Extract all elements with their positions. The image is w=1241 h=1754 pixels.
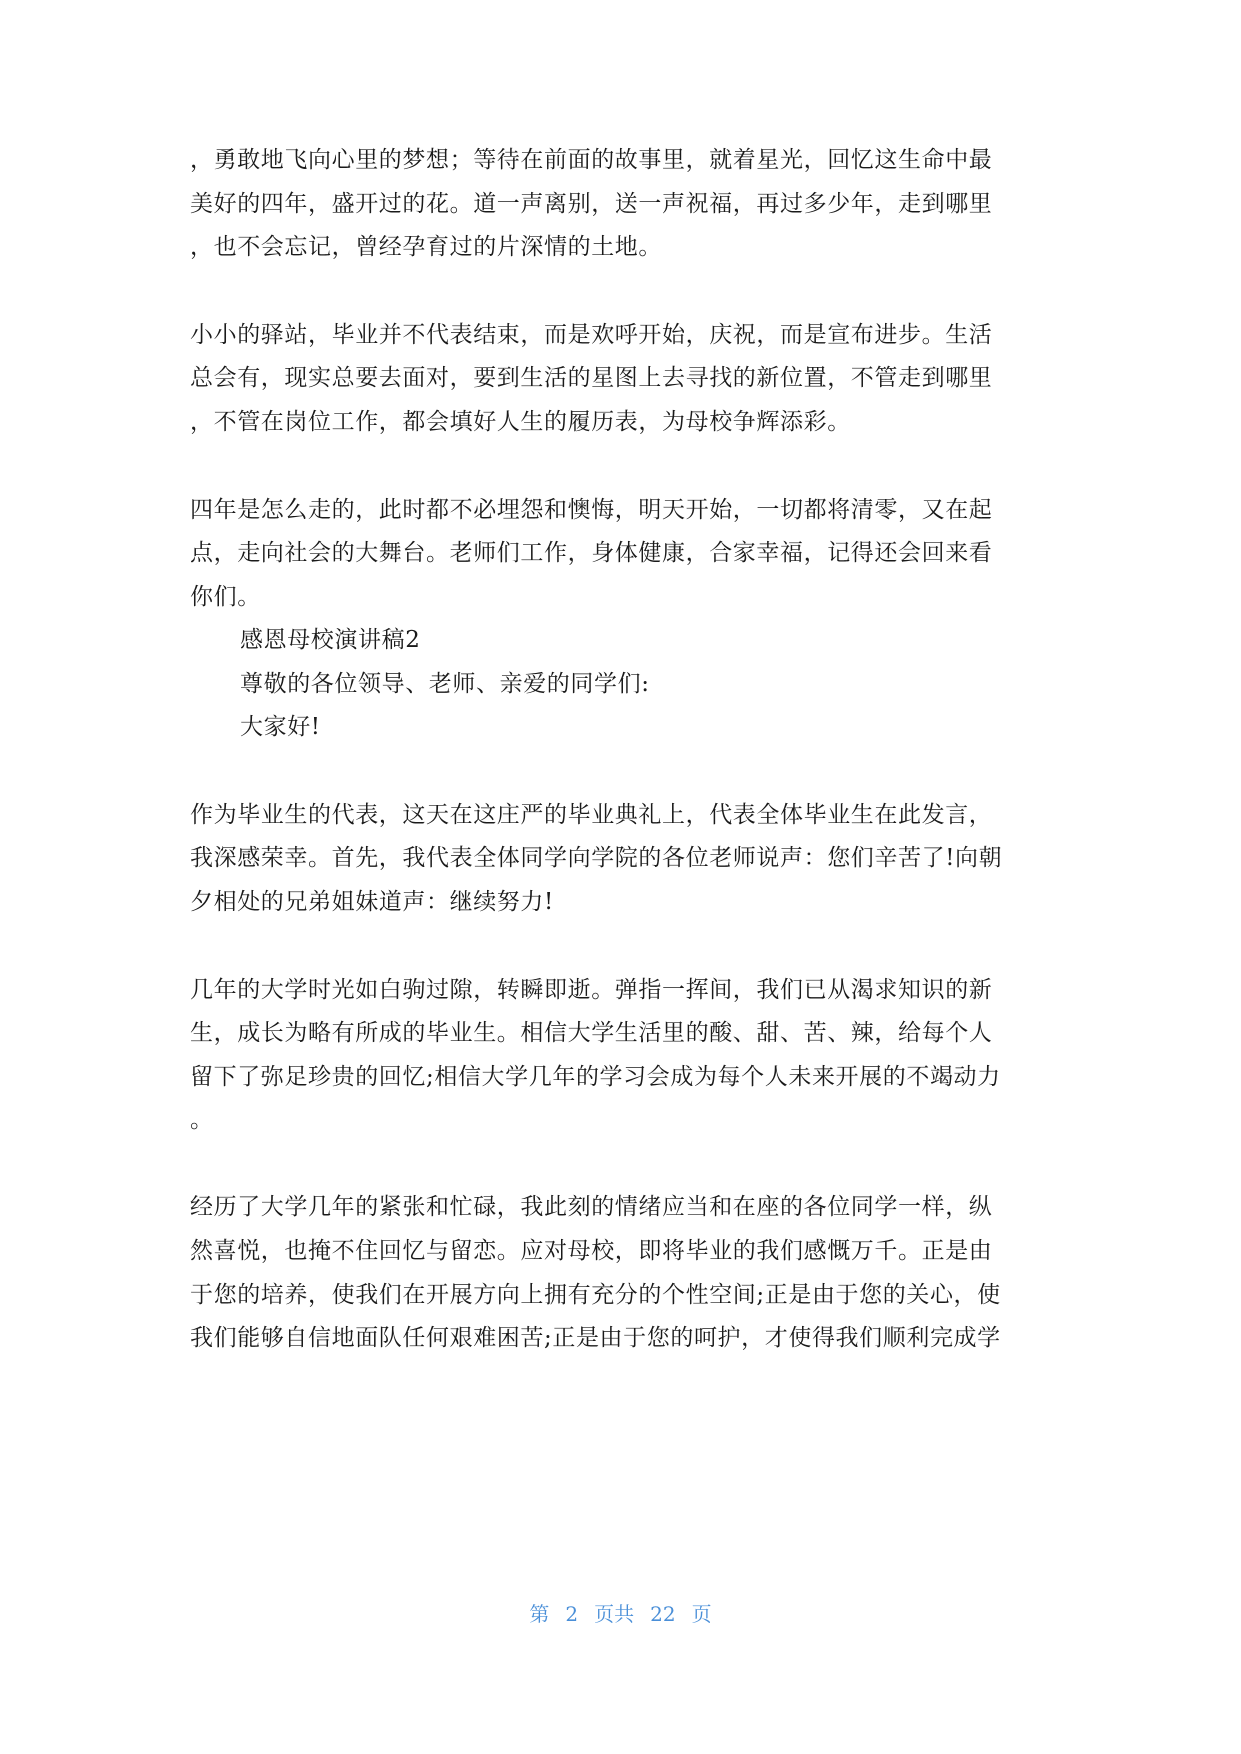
speech-title: 感恩母校演讲稿2 xyxy=(240,627,421,653)
paragraph-line: 夕相处的兄弟姐妹道声：继续努力! xyxy=(190,889,554,915)
paragraph-line: 几年的大学时光如白驹过隙，转瞬即逝。弹指一挥间，我们已从渴求知识的新 xyxy=(190,977,993,1003)
paragraph-line: 经历了大学几年的紧张和忙碌，我此刻的情绪应当和在座的各位同学一样，纵 xyxy=(190,1194,993,1220)
paragraph-line: 。 xyxy=(190,1107,214,1133)
greeting: 大家好! xyxy=(240,714,321,740)
paragraph-line: 我深感荣幸。首先，我代表全体同学向学院的各位老师说声：您们辛苦了!向朝 xyxy=(190,845,1003,871)
footer-suffix: 页 xyxy=(691,1602,712,1626)
footer-prefix: 第 xyxy=(529,1602,550,1626)
paragraph-line: ，勇敢地飞向心里的梦想；等待在前面的故事里，就着星光，回忆这生命中最 xyxy=(190,147,993,173)
paragraph-line: 小小的驿站，毕业并不代表结束，而是欢呼开始，庆祝，而是宣布进步。生活 xyxy=(190,322,993,348)
paragraph-line: 四年是怎么走的，此时都不必埋怨和懊悔，明天开始，一切都将清零，又在起 xyxy=(190,497,993,523)
page-footer xyxy=(0,1598,1241,1627)
paragraph-line: 生，成长为略有所成的毕业生。相信大学生活里的酸、甜、苦、辣，给每个人 xyxy=(190,1020,993,1046)
paragraph-line: 留下了弥足珍贵的回忆;相信大学几年的学习会成为每个人未来开展的不竭动力 xyxy=(190,1064,1001,1090)
paragraph-line: 你们。 xyxy=(190,584,261,610)
paragraph-line: 美好的四年，盛开过的花。道一声离别，送一声祝福，再过多少年，走到哪里 xyxy=(190,191,993,217)
paragraph-line: 我们能够自信地面队任何艰难困苦;正是由于您的呵护，才使得我们顺利完成学 xyxy=(190,1325,1001,1351)
paragraph-line: 于您的培养，使我们在开展方向上拥有充分的个性空间;正是由于您的关心，使 xyxy=(190,1282,1001,1308)
paragraph-line: 总会有，现实总要去面对，要到生活的星图上去寻找的新位置，不管走到哪里 xyxy=(190,365,993,391)
paragraph-line: ，不管在岗位工作，都会填好人生的履历表，为母校争辉添彩。 xyxy=(190,409,851,435)
paragraph-line: 作为毕业生的代表，这天在这庄严的毕业典礼上，代表全体毕业生在此发言， xyxy=(190,802,993,828)
footer-middle: 页共 xyxy=(594,1602,635,1626)
salutation: 尊敬的各位领导、老师、亲爱的同学们: xyxy=(240,671,650,697)
footer-total-pages: 22 xyxy=(650,1602,676,1626)
footer-current-page: 2 xyxy=(565,1602,579,1626)
paragraph-line: ，也不会忘记，曾经孕育过的片深情的土地。 xyxy=(190,234,662,260)
paragraph-line: 点，走向社会的大舞台。老师们工作，身体健康，合家幸福，记得还会回来看 xyxy=(190,540,993,566)
paragraph-line: 然喜悦，也掩不住回忆与留恋。应对母校，即将毕业的我们感慨万千。正是由 xyxy=(190,1238,993,1264)
